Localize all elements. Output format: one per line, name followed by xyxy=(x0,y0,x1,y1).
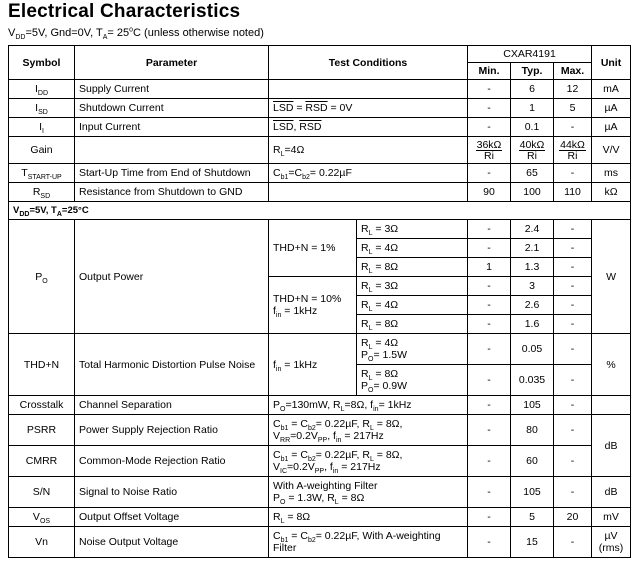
parameter-cell: Noise Output Voltage xyxy=(75,527,269,558)
typ-cell: 2.4 xyxy=(511,220,554,239)
symbol-cell: Vn xyxy=(9,527,75,558)
min-cell: - xyxy=(468,277,511,296)
header-row xyxy=(9,46,631,63)
symbol-cell: $T_{START-UP}$ xyxy=(9,164,75,183)
header-min: Min. xyxy=(468,63,511,80)
symbol-cell: Gain xyxy=(9,137,75,164)
min-cell: - xyxy=(468,415,511,446)
unit-cell xyxy=(592,396,631,415)
unit-cell: mV xyxy=(592,508,631,527)
condition-cell xyxy=(269,183,468,202)
load-cell: $R_L = 4\Omega$ $P_O= 1.5W$ xyxy=(357,334,468,365)
max-cell: - xyxy=(554,277,592,296)
typ-cell: 15 xyxy=(511,527,554,558)
unit-cell: kΩ xyxy=(592,183,631,202)
max-cell: - xyxy=(554,365,592,396)
typ-cell: 0.1 xyxy=(511,118,554,137)
min-cell: - xyxy=(468,477,511,508)
parameter-cell: Channel Separation xyxy=(75,396,269,415)
min-cell: - xyxy=(468,527,511,558)
condition-cell: $C_{b1} = C_{b2}= 0.22\mu F$, $R_L = 8\Omega$, $V_{RR}=0.2V_{PP}$, $f_{in} = 217Hz$ xyxy=(269,415,468,446)
unit-cell: mA xyxy=(592,80,631,99)
max-cell: - xyxy=(554,396,592,415)
typ-cell: 105 xyxy=(511,396,554,415)
load-cell: $R_L = 8\Omega$ xyxy=(357,315,468,334)
typ-cell: $\frac{40k\Omega}{Ri}$ xyxy=(511,137,554,164)
min-cell: - xyxy=(468,239,511,258)
condition-cell: $\overline{LSD} = \overline{RSD} = 0V$ xyxy=(269,99,468,118)
unit-cell: µA xyxy=(592,118,631,137)
min-cell: $\frac{36k\Omega}{Ri}$ xyxy=(468,137,511,164)
symbol-cell: $R_{SD}$ xyxy=(9,183,75,202)
electrical-characteristics-table xyxy=(8,45,631,558)
min-cell: - xyxy=(468,365,511,396)
condition-cell: $R_L=4\Omega$ xyxy=(269,137,468,164)
min-cell: - xyxy=(468,296,511,315)
symbol-cell: S/N xyxy=(9,477,75,508)
max-cell: - xyxy=(554,220,592,239)
section-conditions: $V_{DD}=5V$, $T_A=25^\circ C$ xyxy=(9,202,631,220)
table-row-vn xyxy=(9,527,631,558)
symbol-cell: $I_I$ xyxy=(9,118,75,137)
typ-cell: 2.6 xyxy=(511,296,554,315)
unit-cell: dB xyxy=(592,477,631,508)
min-cell: - xyxy=(468,80,511,99)
table-row-gain xyxy=(9,137,631,164)
parameter-cell: Supply Current xyxy=(75,80,269,99)
max-cell: - xyxy=(554,334,592,365)
symbol-cell: THD+N xyxy=(9,334,75,396)
parameter-cell: Total Harmonic Distortion Pulse Noise xyxy=(75,334,269,396)
table-row-rsd xyxy=(9,183,631,202)
typ-cell: 0.05 xyxy=(511,334,554,365)
condition-cell: $C_{b1}=C_{b2}= 0.22\mu F$ xyxy=(269,164,468,183)
symbol-cell: $P_O$ xyxy=(9,220,75,334)
typ-cell: 2.1 xyxy=(511,239,554,258)
condition-cell: $C_{b1} = C_{b2}= 0.22\mu F$, With A-weighting Filter xyxy=(269,527,468,558)
parameter-cell: Signal to Noise Ratio xyxy=(75,477,269,508)
typ-cell: 65 xyxy=(511,164,554,183)
min-cell: - xyxy=(468,99,511,118)
parameter-cell: Output Power xyxy=(75,220,269,334)
table-row-vos xyxy=(9,508,631,527)
max-cell: - xyxy=(554,446,592,477)
header-max: Max. xyxy=(554,63,592,80)
typ-cell: 100 xyxy=(511,183,554,202)
load-cell: $R_L = 8\Omega$ $P_O= 0.9W$ xyxy=(357,365,468,396)
table-row-isd xyxy=(9,99,631,118)
header-unit: Unit xyxy=(592,46,631,80)
table-row-po xyxy=(9,220,631,239)
symbol-cell: PSRR xyxy=(9,415,75,446)
symbol-cell: $V_{OS}$ xyxy=(9,508,75,527)
header-parameter: Parameter xyxy=(75,46,269,80)
condition-cell: THD+N = 1% xyxy=(269,220,357,277)
header-typ: Typ. xyxy=(511,63,554,80)
symbol-cell: $I_{SD}$ xyxy=(9,99,75,118)
min-cell: - xyxy=(468,396,511,415)
parameter-cell: Resistance from Shutdown to GND xyxy=(75,183,269,202)
max-cell: 20 xyxy=(554,508,592,527)
load-cell: $R_L = 4\Omega$ xyxy=(357,239,468,258)
unit-cell: W xyxy=(592,220,631,334)
table-row-crosstalk xyxy=(9,396,631,415)
condition-cell: With A-weighting Filter $P_O = 1.3W$, $R_L = 8\Omega$ xyxy=(269,477,468,508)
typ-cell: 1 xyxy=(511,99,554,118)
max-cell: - xyxy=(554,415,592,446)
max-cell: - xyxy=(554,527,592,558)
condition-cell: $f_{in} = 1kHz$ xyxy=(269,334,357,396)
typ-cell: 80 xyxy=(511,415,554,446)
min-cell: - xyxy=(468,446,511,477)
symbol-cell: $I_{DD}$ xyxy=(9,80,75,99)
parameter-cell: Common-Mode Rejection Ratio xyxy=(75,446,269,477)
section-row-conditions xyxy=(9,202,631,220)
typ-cell: 5 xyxy=(511,508,554,527)
max-cell: 110 xyxy=(554,183,592,202)
max-cell: - xyxy=(554,239,592,258)
condition-cell xyxy=(269,80,468,99)
max-cell: 5 xyxy=(554,99,592,118)
typ-cell: 3 xyxy=(511,277,554,296)
parameter-cell: Shutdown Current xyxy=(75,99,269,118)
parameter-cell: Power Supply Rejection Ratio xyxy=(75,415,269,446)
table-row-tstart xyxy=(9,164,631,183)
unit-cell: dB xyxy=(592,415,631,477)
min-cell: - xyxy=(468,508,511,527)
page-title: Electrical Characteristics xyxy=(8,1,241,22)
min-cell: - xyxy=(468,118,511,137)
condition-cell: $P_O=130mW$, $R_L=8\Omega$, $f_{in}= 1kHz$ xyxy=(269,396,468,415)
typ-cell: 60 xyxy=(511,446,554,477)
parameter-cell: Start-Up Time from End of Shutdown xyxy=(75,164,269,183)
unit-cell: µV (rms) xyxy=(592,527,631,558)
parameter-cell xyxy=(75,137,269,164)
table-row-idd xyxy=(9,80,631,99)
min-cell: - xyxy=(468,334,511,365)
table-row-thd xyxy=(9,334,631,365)
load-cell: $R_L = 3\Omega$ xyxy=(357,220,468,239)
table-row-cmrr xyxy=(9,446,631,477)
header-symbol: Symbol xyxy=(9,46,75,80)
symbol-cell: Crosstalk xyxy=(9,396,75,415)
load-cell: $R_L = 3\Omega$ xyxy=(357,277,468,296)
typ-cell: 105 xyxy=(511,477,554,508)
table-row-ii xyxy=(9,118,631,137)
load-cell: $R_L = 8\Omega$ xyxy=(357,258,468,277)
condition-cell: THD+N = 10% $f_{in} = 1kHz$ xyxy=(269,277,357,334)
min-cell: - xyxy=(468,315,511,334)
unit-cell: % xyxy=(592,334,631,396)
unit-cell: ms xyxy=(592,164,631,183)
condition-cell: $R_L = 8\Omega$ xyxy=(269,508,468,527)
table-row-sn xyxy=(9,477,631,508)
parameter-cell: Input Current xyxy=(75,118,269,137)
max-cell: - xyxy=(554,118,592,137)
unit-cell: µA xyxy=(592,99,631,118)
header-test-conditions: Test Conditions xyxy=(269,46,468,80)
min-cell: 1 xyxy=(468,258,511,277)
max-cell: - xyxy=(554,258,592,277)
unit-cell: V/V xyxy=(592,137,631,164)
min-cell: - xyxy=(468,220,511,239)
max-cell: $\frac{44k\Omega}{Ri}$ xyxy=(554,137,592,164)
min-cell: 90 xyxy=(468,183,511,202)
max-cell: - xyxy=(554,315,592,334)
typ-cell: 1.6 xyxy=(511,315,554,334)
min-cell: - xyxy=(468,164,511,183)
max-cell: - xyxy=(554,477,592,508)
max-cell: - xyxy=(554,296,592,315)
parameter-cell: Output Offset Voltage xyxy=(75,508,269,527)
max-cell: - xyxy=(554,164,592,183)
typ-cell: 1.3 xyxy=(511,258,554,277)
symbol-cell: CMRR xyxy=(9,446,75,477)
conditions-subtitle: $V_{DD}=5V$, Gnd=0V, $T_A= 25^oC$ (unless otherwise noted) xyxy=(8,26,264,42)
load-cell: $R_L = 4\Omega$ xyxy=(357,296,468,315)
condition-cell: $\overline{LSD}$, $\overline{RSD}$ xyxy=(269,118,468,137)
max-cell: 12 xyxy=(554,80,592,99)
typ-cell: 0.035 xyxy=(511,365,554,396)
table-row-psrr xyxy=(9,415,631,446)
typ-cell: 6 xyxy=(511,80,554,99)
header-part-number: CXAR4191 xyxy=(468,46,592,63)
condition-cell: $C_{b1} = C_{b2}= 0.22\mu F$, $R_L = 8\Omega$, $V_{IC}=0.2V_{PP}$, $f_{in} = 217Hz$ xyxy=(269,446,468,477)
